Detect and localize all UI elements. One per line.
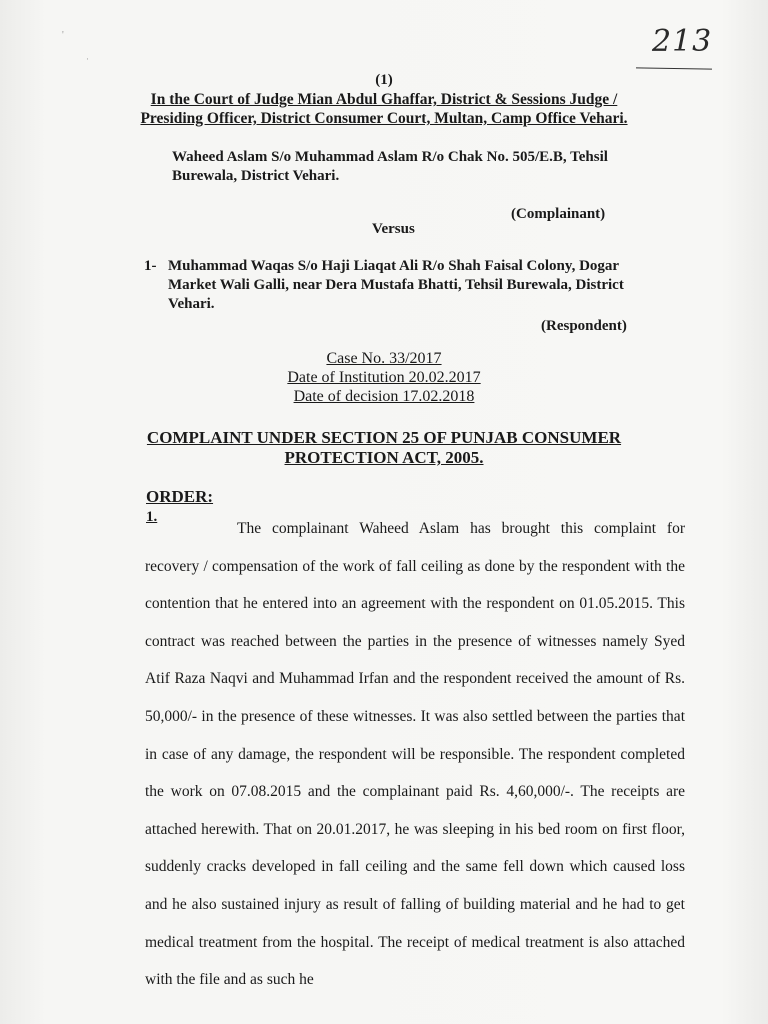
order-heading: ORDER:: [146, 487, 214, 506]
scan-mark: ·: [86, 54, 89, 64]
court-line-1: In the Court of Judge Mian Abdul Ghaffar, District & Sessions Judge /: [150, 91, 618, 108]
page-label: (1): [375, 72, 393, 88]
case-number: Case No. 33/2017: [326, 350, 442, 367]
scan-mark: ': [62, 30, 64, 41]
date-of-institution: Date of Institution 20.02.2017: [287, 369, 481, 386]
title-line-2: PROTECTION ACT, 2005.: [284, 448, 484, 467]
respondent-number: 1-: [144, 258, 157, 274]
court-line-2: Presiding Officer, District Consumer Court, Multan, Camp Office Vehari.: [140, 110, 628, 127]
case-details: [0, 349, 768, 406]
handwritten-underline: [636, 67, 712, 69]
complainant-address: Waheed Aslam S/o Muhammad Aslam R/o Chak No. 505/E.B, Tehsil Burewala, District Vehari.: [172, 149, 608, 184]
title-line-1: COMPLAINT UNDER SECTION 25 OF PUNJAB CONSUMER: [146, 428, 622, 447]
date-of-decision: Date of decision 17.02.2018: [293, 388, 475, 405]
respondent-role: (Respondent): [541, 318, 627, 334]
paragraph-number: 1.: [146, 509, 158, 525]
respondent-address: Muhammad Waqas S/o Haji Liaqat Ali R/o Shah Faisal Colony, Dogar Market Wali Galli, near Dera Mustafa Bhatti, Tehsil Burewala, District Vehari.: [168, 258, 624, 312]
complaint-title: [0, 428, 768, 468]
order-paragraph: The complainant Waheed Aslam has brought this complaint for recovery / compensation of the work of fall ceiling as done by the respondent with the contention that he entered into an agreement with the respondent on 01.05.2015. This contract was reached between the parties in the presence of witnesses namely Syed Atif Raza Naqvi and Muhammad Irfan and the respondent received the amount of Rs. 50,000/- in the presence of these witnesses. It was also settled between the parties that in case of any damage, the respondent will be responsible. The respondent completed the work on 07.08.2015 and the complainant paid Rs. 4,60,000/-. The receipts are attached herewith. That on 20.01.2017, he was sleeping in his bed room on first floor, suddenly cracks developed in fall ceiling and the same fell down which caused loss and he also sustained injury as result of falling of building material and he had to get medical treatment from the hospital. The receipt of medical treatment is also attached with the file and as such he: [145, 520, 685, 989]
versus-label: Versus: [372, 221, 415, 237]
complainant-role: (Complainant): [511, 206, 606, 222]
court-heading: [0, 90, 768, 128]
handwritten-page-number: 213: [652, 24, 713, 59]
